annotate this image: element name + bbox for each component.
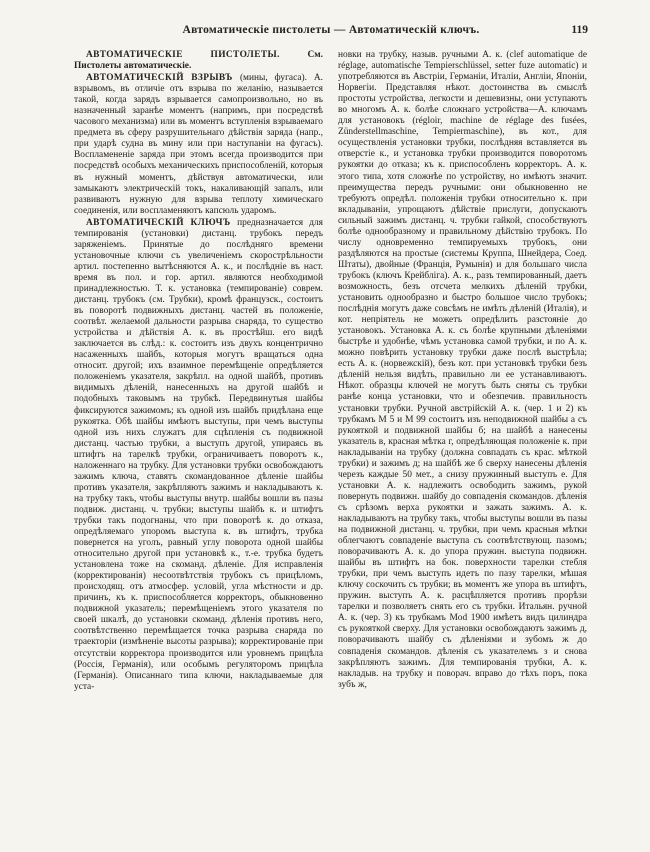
paragraph: АВТОМАТИЧЕСКІЙ ВЗРЫВЪ (мины, фугаса). А. взрывомъ, въ отличіе отъ взрыва по желанію, называется такой, когда зарядъ взрывается самопроизвольно, но въ назначенный заранѣе моментъ (напримъ, при посредствѣ часового механизма) или въ моментъ вступленія взрываемаго предмета въ сферу разрушительнаго дѣйствія заряда (напр., при ударѣ судна въ мину или при наступаніи на фугасъ). Воспламененіе заряда при этомъ всегда производится при посредствѣ особыхъ механическихъ приспособленій, которыя въ нужный моментъ, дѣйствуя автоматически, или замыкаютъ электрическій токъ, накаливающій запалъ, или развиваютъ нужную для взрыва теплоту химическаго соединенія, или воспламеняютъ капсюль ударомъ. (74, 73, 323, 216)
paragraph: АВТОМАТИЧЕСКІЙ КЛЮЧЪ предназначается для темпированія (установки) дистанц. трубокъ передъ заряженіемъ. Принятые до послѣдняго времени установочные ключи съ увеличеніемъ скорострѣльности артил. постепенно вытѣсняются А. к., и послѣдніе въ наст. время въ пол. и гор. артил. являются необходимой принадлежностью. Т. к. установка (темпированіе) соврем. дистанц. трубокъ (см. Трубки), кромѣ французск., состоитъ въ поворотѣ подвижныхъ дистанц. частей въ положеніе, соотвѣт. желаемой дальности разрыва снаряда, то существо устройства и дѣйствія А. к. въ простѣйш. его видѣ заключается въ слѣд.: к. состоитъ изъ двухъ концентрично насаженныхъ шайбъ, которыя могутъ вращаться одна относит. другой; ихъ взаимное перемѣщеніе опредѣляется положеніемъ указателя, закрѣпл. на одной шайбѣ, противъ видимыхъ дѣленій, нанесенныхъ на другой шайбѣ и подобныхъ таковымъ на трубкѣ. Передвинутыя шайбы фиксируются зажимомъ; къ одной изъ шайбъ придѣлана еще рукоятка. Обѣ шайбы имѣютъ выступы, при чемъ выступы одной изъ нихъ служатъ для сцѣпленія съ подвижной дистанц. частью трубки, а выступъ другой, упираясь въ штифтъ на тарелкѣ трубки, ограничиваетъ поворотъ к., наложеннаго на трубку. Для установки трубки освобождаютъ зажимъ ключа, ставятъ скомандованное дѣленіе шайбы противъ указателя, закрѣпляютъ зажимъ и накладываютъ к. на трубку такъ, чтобы выступы внутр. шайбы вошли въ пазы подвиж. дистанц. ч. трубки; выступы шайбъ к. и штифтъ трубки такъ подогнаны, что при поворотѣ к. до отказа, опредѣляемаго упоромъ выступа к. въ штифтъ, трубка повернется на уголъ, равный углу поворота одной шайбы относительно другой при установкѣ к., т.-е. трубка будетъ установлена тоже на скоманд. дѣленіе. Для исправленія (корректированія) несоотвѣтствія трубокъ съ прицѣломъ, происходящ. отъ атмосфер. условій, угла мѣстности и др. причинъ, къ к. приспособляется корректоръ, обыкновенно подвижной указатель; перемѣщеніемъ этого указателя по своей шкалѣ, до установки скоманд. дѣленія противъ него, соотвѣтственно перемѣщается точка разрыва снаряда по траекторіи (измѣненіе высоты разрыва); корректированіе при отсутствіи корректора производится или уровнемъ прицѣла (Россія, Германія), или особымъ регуляторомъ прицѣла (Германія). Описаннаго типа ключи, накладываемые для уста- (74, 217, 323, 692)
paragraph: новки на трубку, назыв. ручными А. к. (clef automatique de réglage, automatische Tempierschlüssel, setter fuze automatic) и употребляются въ Австріи, Германіи, Италіи, Англіи, Японіи, Норвегіи. Представляя нѣкот. достоинства въ смыслѣ простоты устройства, легкости и дешевизны, они уступаютъ во многомъ А. к. болѣе сложнаго устройства—А. ключамъ для установокъ (régloir, machine de réglage des fusées, Zünderstellmaschine, Tempiermaschine), въ кот., для осуществленія установки трубки, послѣдняя вставляется въ отверстіе к., и установка трубки производится поворотомъ рукоятки до отказа; къ к. приспособленъ корректоръ. А. к. этого типа, хотя сложнѣе по устройству, но имѣютъ значит. преимущества передъ ручными: они обыкновенно не требуютъ опредѣл. положенія трубки относительно к. при вкладываніи, упрощаютъ дѣйствіе прислуги, допускаютъ сильный зажимъ дистанц. ч. трубки гайкой, способствуютъ болѣе однообразному и правильному дѣйствію трубокъ. По числу одновременно темпируемыхъ трубокъ, они раздѣляются на простые (системы Круппа, Шнейдера, Соед. Штаты), двойные (Франція, Румынія) и для большаго числа трубокъ (ключъ Крейбліга). А. к., разъ темпированный, даетъ возможность, безъ отсчета мелкихъ дѣленій трубки, установить однообразно и быстро большое число трубокъ; послѣднія могутъ даже совсѣмъ не имѣть дѣленій (Италія), и кот. непріятель не можетъ опредѣлить разстояніе до установокъ. Установка А. к. съ болѣе крупными дѣленіями быстрѣе и удобнѣе, чѣмъ установка самой трубки, и по А. к. можно повѣрить установку трубки даже послѣ выстрѣла; есть А. к. (норвежскій), безъ кот. при установкѣ трубки безъ дѣленій нельзя видѣть, правильно ли ее устанавливаютъ. Нѣкот. образцы ключей не могутъ быть сняты съ трубки ранѣе конца установки, что и обезпечив. правильность установки трубки. Ручной австрійскій А. к. (чер. 1 и 2) къ трубкамъ М 5 и М 99 состоитъ изъ неподвижной шайбы а съ рукояткой и подвижной шайбы б; на шайбѣ а нанесены указатель в, красная мѣтка г, опредѣляющая положеніе к. при накладываніи на трубку (должна совпадать съ крас. мѣткой трубки) и зажимъ д; на шайбѣ же б сверху нанесены дѣленія черезъ каждые 50 мет., а снизу пружинный выступъ е. Для установки А. к. надлежитъ освободить зажимъ, рукой повернуть подвижн. шайбу до совпаденія скомандов. дѣленія съ срѣзомъ верха рукоятки и зажать зажимъ. А. к. накладываютъ на трубку такъ, чтобы выступы вошли въ пазы на подвижной дистанц. ч. трубки, при чемъ красныя мѣтки облегчаютъ совпаденіе выступа съ соотвѣтствующ. пазомъ; поворачиваютъ А. к. до упора пружин. выступа подвижн. шайбы въ штифтъ на бок. поверхности тарелки стебля трубки, при чемъ выступъ идетъ по пазу тарелки, мѣшая ключу соскочить съ трубки; въ моментъ же упора въ штифтъ, пружин. выступъ А. к. расцѣпляется противъ прорѣзи тарелки и позволяетъ снять его съ трубки. Итальян. ручной А. к. (чер. 3) къ трубкамъ Mod 1900 имѣетъ видъ цилиндра съ рукояткой сверху. Для установки освобождаютъ зажимъ д, поворачиваютъ шайбу съ дѣленіями и зубомъ ж до совпаденія скомандов. дѣленія съ указателемъ з и снова закрѣпляютъ зажимъ. Для темпированія трубки, А. к. накладыв. на трубку и поворач. вправо до тѣхъ поръ, пока зубъ ж, (338, 50, 587, 690)
entry-heading: АВТОМАТИЧЕСКІЙ ВЗРЫВЪ (86, 73, 240, 84)
page-number: 119 (571, 24, 588, 36)
text-columns (74, 50, 588, 832)
paragraph: АВТОМАТИЧЕСКІЕ ПИСТОЛЕТЫ. См. Пистолеты автоматическіе. (74, 50, 323, 72)
right-column (338, 50, 587, 832)
page-header (74, 24, 588, 42)
left-column (74, 50, 323, 832)
entry-heading: АВТОМАТИЧЕСКІЙ КЛЮЧЪ (86, 217, 238, 228)
entry-heading: АВТОМАТИЧЕСКІЕ ПИСТОЛЕТЫ. (86, 50, 308, 60)
running-title: Автоматическіе пистолеты — Автоматическій ключъ. (182, 24, 480, 36)
